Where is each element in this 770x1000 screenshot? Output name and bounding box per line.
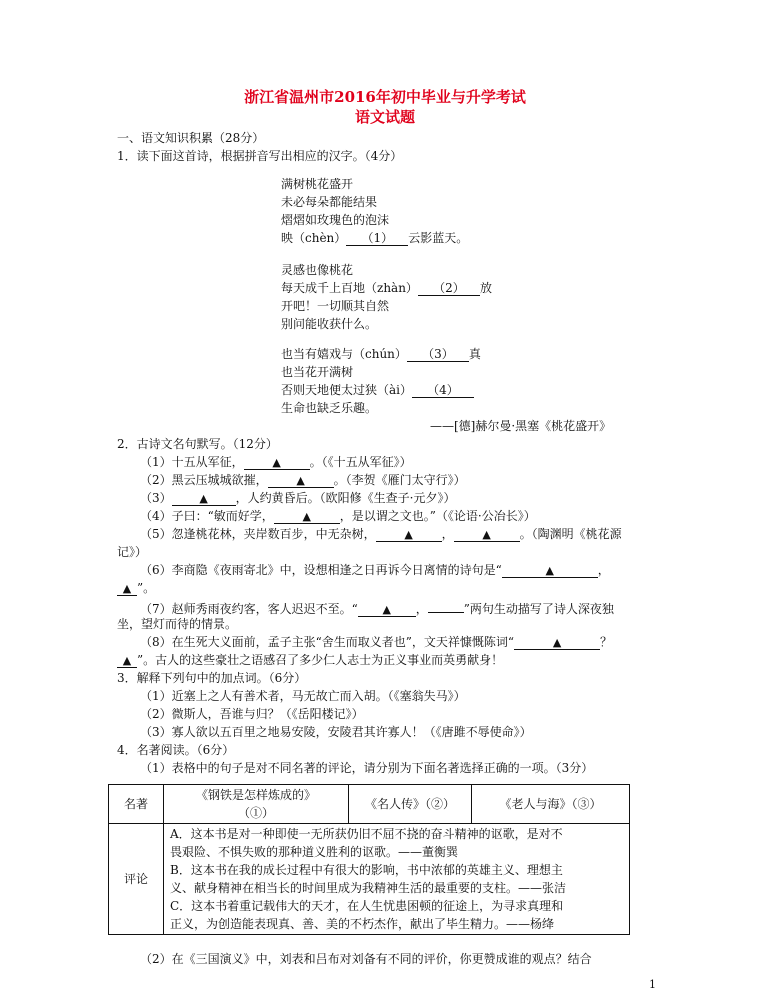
poem-line: 熠熠如玫瑰色的泡沫 <box>281 213 390 227</box>
poem-line: 生命也缺乏乐趣。 <box>281 401 378 415</box>
item-text: （1）十五从军征， <box>140 455 244 469</box>
review-line: B．这本书在我的成长过程中有很大的影响，书中浓郁的英雄主义、理想主 <box>170 863 563 877</box>
q2-item-2 <box>140 471 466 489</box>
answer-blank-4[interactable]: （4） <box>412 382 474 398</box>
table-header-cell: 《老人与海》（③） <box>472 785 630 824</box>
answer-blank[interactable] <box>428 597 464 613</box>
answer-blank[interactable] <box>268 472 334 488</box>
table-row-label: 评论 <box>109 824 164 935</box>
q2-item-5-cont: 记》） <box>117 545 148 559</box>
triangle-icon: ▲ <box>272 456 281 469</box>
poem-text: 放 <box>479 281 492 295</box>
poem-text: 每天成千上百地（zhàn） <box>281 281 418 295</box>
page-number: 1 <box>649 978 656 991</box>
review-cell <box>164 824 630 935</box>
review-line: A．这本书是对一种即使一无所获仍旧不屈不挠的奋斗精神的讴歌，是对不 <box>170 827 563 841</box>
poem-text: 也当有嬉戏与（chún） <box>281 347 407 361</box>
q3-item-1: （1）近塞上之人有善术者，马无故亡而入胡。（《塞翁失马》） <box>140 689 466 703</box>
poem-source: ——[德]赫尔曼·黑塞《桃花盛开》 <box>430 419 612 433</box>
item-text: ”。 <box>137 581 156 595</box>
poem-line <box>281 345 481 363</box>
review-line: 畏艰险、不惧失败的那种道义胜利的讴歌。——董衡巽 <box>170 845 459 859</box>
answer-blank[interactable] <box>502 562 598 578</box>
header-text: （①） <box>237 806 274 820</box>
answer-blank-3[interactable]: （3） <box>407 346 469 362</box>
table-header-row <box>109 785 630 824</box>
item-text: ？ <box>600 635 613 649</box>
answer-blank[interactable] <box>376 526 442 542</box>
poem-line: 灵感也像桃花 <box>281 263 354 277</box>
item-text: ，人约黄昏后。（欧阳修《生查子·元夕》） <box>235 491 456 505</box>
item-text: （7）赵师秀雨夜约客，客人迟迟不至。“ <box>140 602 358 616</box>
poem-line: 也当花开满树 <box>281 365 354 379</box>
q2-item-1 <box>140 453 412 471</box>
poem-line: 未必每朵都能结果 <box>281 195 378 209</box>
q2-item-3 <box>140 489 455 507</box>
answer-blank[interactable] <box>358 601 416 617</box>
triangle-icon: ▲ <box>122 654 132 667</box>
review-line: 正义，为创造能表现真、善、美的不朽杰作，献出了毕生精力。——杨绛 <box>170 917 555 931</box>
answer-blank-1[interactable]: （1） <box>346 230 408 246</box>
answer-blank-2[interactable]: （2） <box>418 280 480 296</box>
triangle-icon: ▲ <box>302 510 312 523</box>
q3-item-2: （2）微斯人，吾谁与归？（《岳阳楼记》） <box>140 707 364 721</box>
item-text: （6）李商隐《夜雨寄北》中，设想相逢之日再诉今日离情的诗句是“ <box>140 563 502 577</box>
answer-blank[interactable] <box>454 526 520 542</box>
triangle-icon: ▲ <box>122 582 132 595</box>
q2-item-4 <box>140 507 536 525</box>
question-4-prompt: 4．名著阅读。（6分） <box>117 743 235 757</box>
item-text: （2）黑云压城城欲摧， <box>140 473 268 487</box>
item-text: （8）在生死大义面前，孟子主张“舍生而取义者也”，文天祥慷慨陈词“ <box>140 635 515 649</box>
triangle-icon: ▲ <box>545 564 555 577</box>
question-1-prompt: 1．读下面这首诗，根据拼音写出相应的汉字。（4分） <box>117 149 403 163</box>
item-text: （3） <box>140 491 172 505</box>
poem-line <box>281 381 474 399</box>
item-text: ，是以谓之文也。”（《论语·公冶长》） <box>339 509 536 523</box>
poem-line <box>281 229 468 247</box>
answer-blank[interactable] <box>244 454 310 470</box>
exam-subtitle: 语文试题 <box>354 108 415 126</box>
answer-blank[interactable] <box>274 508 340 524</box>
table-header-cell: 名著 <box>109 785 164 824</box>
q2-item-7-cont: 坐，望灯而待的情景。 <box>117 617 238 631</box>
q3-item-3: （3）寡人欲以五百里之地易安陵，安陵君其许寡人！（《唐雎不辱使命》） <box>140 725 532 739</box>
poem-text: 真 <box>468 347 481 361</box>
classics-table <box>108 784 630 935</box>
question-3-prompt: 3．解释下列句中的加点词。（6分） <box>117 671 307 685</box>
poem-line: 满树桃花盛开 <box>281 177 354 191</box>
triangle-icon: ▲ <box>382 603 392 616</box>
item-text: ， <box>597 563 610 577</box>
review-line: 义、献身精神在相当长的时间里成为我精神生活的最重要的支柱。——张洁 <box>170 881 567 895</box>
q2-item-8-cont <box>117 651 503 669</box>
poem-line: 别问能收获什么。 <box>281 317 378 331</box>
q2-item-5 <box>140 525 622 543</box>
review-line: C．这本书着重记载伟大的天才，在人生忧患困顿的征途上，为寻求真理和 <box>170 899 564 913</box>
triangle-icon: ▲ <box>404 528 413 541</box>
triangle-icon: ▲ <box>482 528 491 541</box>
q4-sub2: （2）在《三国演义》中，刘表和吕布对刘备有不同的评价，你更赞成谁的观点？结合 <box>140 952 592 966</box>
exam-title: 浙江省温州市2016年初中毕业与升学考试 <box>244 88 526 106</box>
poem-text: 否则天地便太过狭（ài） <box>281 383 412 397</box>
poem-text: 映（chèn） <box>281 231 347 245</box>
item-text: ， <box>415 602 428 616</box>
q4-sub1: （1）表格中的句子是对不同名著的评论，请分别为下面名著选择正确的一项。（3分） <box>140 761 594 775</box>
item-text: ”。古人的这些豪壮之语感召了多少仁人志士为正义事业而英勇献身！ <box>137 653 504 667</box>
poem-line: 开吧！一切顺其自然 <box>281 299 390 313</box>
table-header-cell: 《名人传》（②） <box>349 785 472 824</box>
item-text: （4）子曰：“敏而好学， <box>140 509 274 523</box>
question-2-prompt: 2．古诗文名句默写。（12分） <box>117 437 278 451</box>
table-header-cell <box>164 785 349 824</box>
item-text: ”两句生动描写了诗人深夜独 <box>463 602 614 616</box>
triangle-icon: ▲ <box>296 474 305 487</box>
triangle-icon: ▲ <box>552 636 562 649</box>
q2-item-6-cont <box>117 579 155 597</box>
answer-blank[interactable] <box>172 490 236 506</box>
item-text: （5）忽逢桃花林，夹岸数百步，中无杂树， <box>140 527 376 541</box>
item-text: ， <box>441 527 454 541</box>
table-row <box>109 824 630 935</box>
answer-blank[interactable] <box>514 634 600 650</box>
item-text: 。（李贺《雁门太守行》） <box>333 473 466 487</box>
answer-blank[interactable] <box>117 652 137 668</box>
poem-text: 云影蓝天。 <box>408 231 469 245</box>
header-text: 《钢铁是怎样炼成的》 <box>195 788 316 802</box>
item-text: 。（陶渊明《桃花源 <box>519 527 622 541</box>
q2-item-8 <box>140 633 612 651</box>
item-text: 。（《十五从军征》） <box>309 455 412 469</box>
section-heading: 一、语文知识积累（28分） <box>117 131 265 145</box>
q2-item-6 <box>140 561 610 579</box>
triangle-icon: ▲ <box>199 492 208 505</box>
answer-blank[interactable] <box>117 580 137 596</box>
poem-line <box>281 279 492 297</box>
